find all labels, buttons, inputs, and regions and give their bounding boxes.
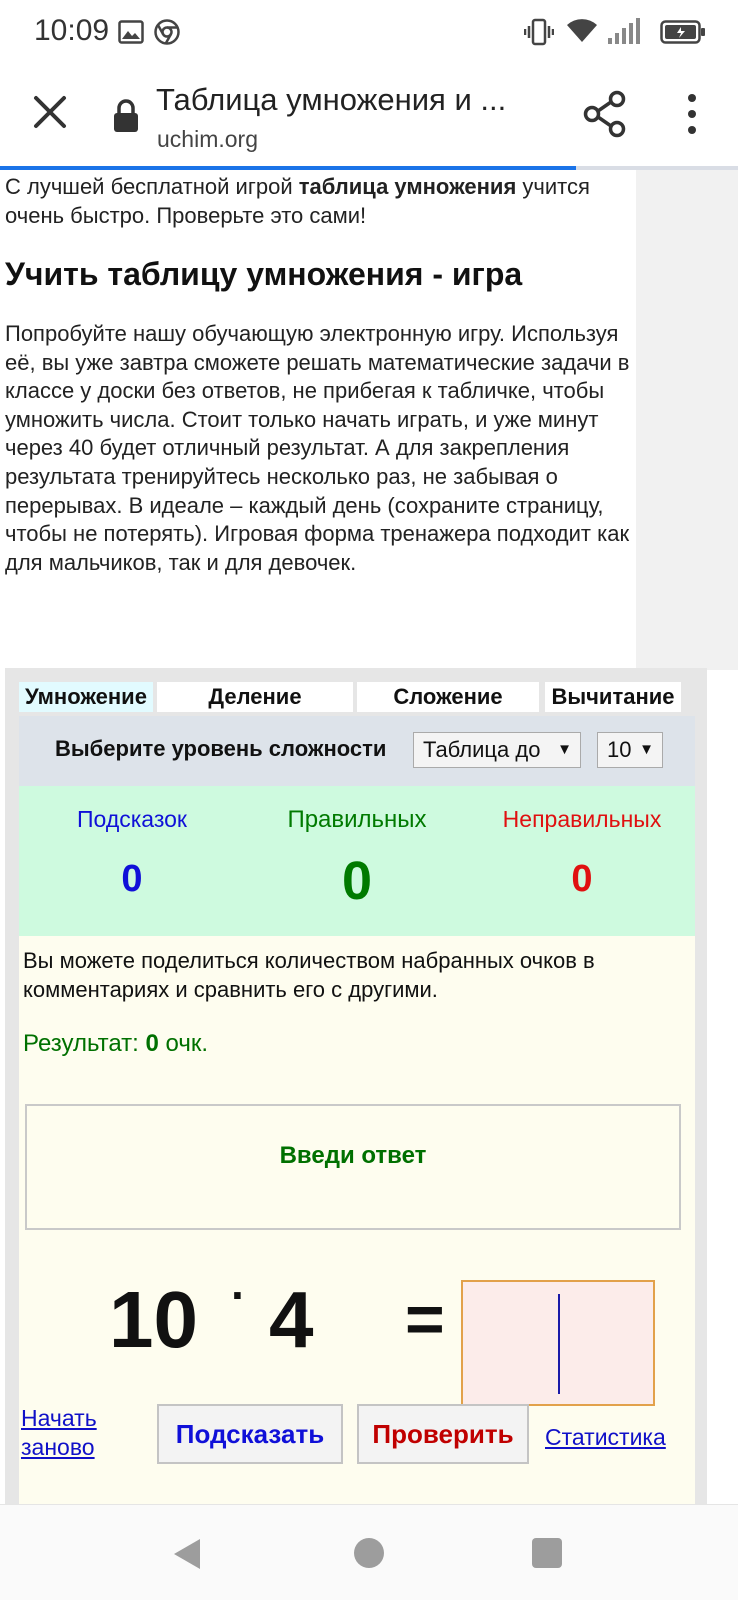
intro-bold: таблица умножения: [298, 174, 517, 199]
level-selector-bar: [19, 716, 695, 786]
hint-button[interactable]: Подсказать: [157, 1404, 343, 1464]
dropdown-arrow-icon: ▼: [557, 741, 572, 758]
page-title[interactable]: Таблица умножения и ...: [156, 82, 507, 117]
mode-select-value: Таблица до: [423, 737, 541, 762]
restart-link[interactable]: [21, 1404, 97, 1462]
operator-sign: ·: [231, 1269, 247, 1321]
battery-icon: [660, 20, 706, 44]
equals-sign: =: [405, 1281, 445, 1357]
page-side-gutter: [636, 170, 738, 670]
prompt-box: [25, 1104, 681, 1230]
wrong-label: Неправильных: [502, 806, 662, 832]
wifi-icon: [566, 16, 598, 44]
operand-left: 10: [109, 1275, 198, 1364]
signal-icon: [608, 16, 644, 46]
status-time: 10:09: [34, 14, 110, 47]
range-select[interactable]: [597, 732, 663, 768]
tab-subtraction[interactable]: Вычитание: [545, 682, 681, 712]
system-nav-bar: [0, 1504, 738, 1600]
more-menu-icon[interactable]: [672, 92, 712, 136]
level-label: Выберите уровень сложности: [55, 736, 387, 761]
result-label: Результат:: [23, 1030, 139, 1057]
intro-text: [5, 172, 635, 230]
description-paragraph: Попробуйте нашу обучающую электронную игру. Используя её, вы уже завтра сможете решать математические задачи в классе у доски без ответов, не прибегая к табличке, чтобы умножить числа. Стоит только начать играть, и уже минут через 40 будет отличный результат. А для закрепления результата тренируйтесь несколько раз, не забывая о перерывах. В идеале – каждый день (сохраните страницу, чтобы не потерять). Игровая форма тренажера подходит как для мальчиков, так и для девочек.: [5, 321, 630, 575]
operation-tabs: [19, 682, 695, 716]
hints-label: Подсказок: [77, 806, 187, 832]
dropdown-arrow-icon: ▼: [639, 741, 654, 758]
intro-prefix: С лучшей бесплатной игрой: [5, 174, 299, 199]
chrome-icon: [154, 19, 180, 45]
operand-right: 4: [269, 1275, 314, 1364]
intro-suffix: учится очень быстро. Проверьте это сами!: [5, 174, 590, 228]
status-bar: [0, 0, 738, 66]
home-icon[interactable]: [354, 1538, 384, 1568]
result-line: [23, 1030, 208, 1058]
mode-select[interactable]: [413, 732, 581, 768]
vibrate-icon: [524, 18, 554, 46]
page-content: [0, 170, 738, 1504]
back-icon[interactable]: [172, 1537, 202, 1571]
tab-multiplication[interactable]: Умножение: [19, 682, 153, 712]
hints-count: 0: [121, 858, 143, 900]
prompt-text: Введи ответ: [279, 1142, 427, 1169]
statistics-link[interactable]: Статистика: [545, 1424, 666, 1450]
game-widget: [5, 668, 707, 1504]
share-score-text: Вы можете поделиться количеством набранных очков в комментариях и сравнить его с другими.: [23, 948, 595, 1002]
restart-line-1: Начать: [21, 1405, 97, 1431]
text-cursor: [558, 1294, 560, 1394]
share-icon[interactable]: [582, 90, 628, 138]
section-heading: Учить таблицу умножения - игра: [5, 256, 523, 292]
close-icon[interactable]: [28, 90, 72, 134]
result-value: 0: [145, 1030, 159, 1057]
range-select-value: 10: [607, 737, 632, 762]
browser-toolbar: [0, 66, 738, 166]
tab-division[interactable]: Деление: [157, 682, 353, 712]
result-unit: очк.: [165, 1030, 209, 1057]
page-url[interactable]: uchim.org: [157, 126, 258, 152]
answer-input[interactable]: [461, 1280, 655, 1406]
check-button[interactable]: Проверить: [357, 1404, 529, 1464]
image-icon: [118, 20, 144, 44]
recent-apps-icon[interactable]: [532, 1538, 562, 1568]
correct-label: Правильных: [287, 806, 427, 833]
tab-addition[interactable]: Сложение: [357, 682, 539, 712]
restart-line-2: заново: [21, 1434, 95, 1460]
lock-icon[interactable]: [112, 98, 140, 134]
wrong-count: 0: [571, 858, 593, 900]
correct-count: 0: [341, 851, 373, 911]
score-panel: [19, 786, 695, 936]
